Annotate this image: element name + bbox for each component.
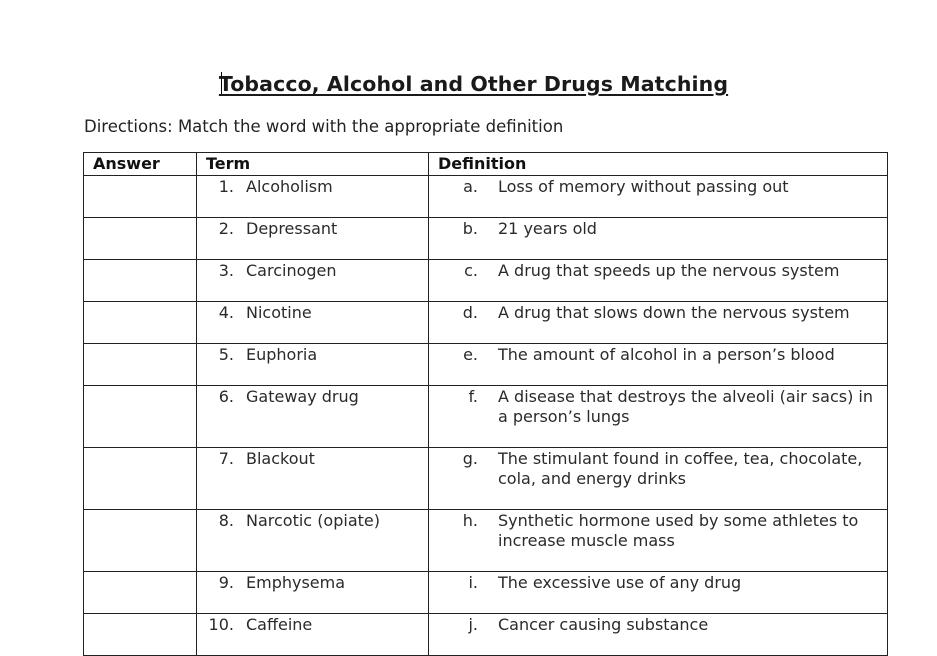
- answer-cell[interactable]: [84, 218, 197, 260]
- definition-text: A disease that destroys the alveoli (air sacs) in a person’s lungs: [498, 387, 873, 426]
- answer-cell[interactable]: [84, 176, 197, 218]
- term-number: 4.: [218, 303, 234, 322]
- term-text: Caffeine: [246, 615, 313, 634]
- definition-cell: [429, 218, 888, 260]
- table-row: [84, 572, 888, 614]
- term-text: Nicotine: [246, 303, 312, 322]
- answer-cell[interactable]: [84, 344, 197, 386]
- answer-cell[interactable]: [84, 260, 197, 302]
- answer-cell[interactable]: [84, 572, 197, 614]
- definition-cell: [429, 344, 888, 386]
- definition-letter: d.: [462, 303, 478, 322]
- term-cell: [197, 260, 429, 302]
- definition-letter: e.: [463, 345, 478, 364]
- term-text: Emphysema: [246, 573, 346, 592]
- definition-letter: i.: [468, 573, 478, 592]
- definition-text: The excessive use of any drug: [498, 573, 742, 592]
- definition-text: A drug that slows down the nervous system: [498, 303, 850, 322]
- term-cell: [197, 448, 429, 510]
- definition-letter: a.: [463, 177, 478, 196]
- directions-text: Directions: Match the word with the appropriate definition: [84, 117, 564, 136]
- definition-cell: [429, 448, 888, 510]
- answer-cell[interactable]: [84, 510, 197, 572]
- matching-table: [83, 152, 888, 656]
- term-number: 7.: [218, 449, 234, 468]
- definition-letter: j.: [468, 615, 478, 634]
- term-text: Gateway drug: [246, 387, 359, 406]
- term-text: Carcinogen: [246, 261, 337, 280]
- page-title: Tobacco, Alcohol and Other Drugs Matching: [218, 72, 729, 96]
- term-cell: [197, 302, 429, 344]
- definition-text: Synthetic hormone used by some athletes to increase muscle mass: [498, 511, 859, 550]
- table-row: [84, 386, 888, 448]
- table-row: [84, 302, 888, 344]
- term-cell: [197, 572, 429, 614]
- answer-cell[interactable]: [84, 302, 197, 344]
- answer-cell[interactable]: [84, 614, 197, 656]
- definition-cell: [429, 510, 888, 572]
- term-number: 10.: [208, 615, 234, 634]
- term-cell: [197, 510, 429, 572]
- definition-letter: f.: [468, 387, 478, 406]
- definition-cell: [429, 260, 888, 302]
- term-number: 2.: [218, 219, 234, 238]
- term-text: Alcoholism: [246, 177, 333, 196]
- term-number: 3.: [218, 261, 234, 280]
- definition-cell: [429, 614, 888, 656]
- table-row: [84, 510, 888, 572]
- table-row: [84, 448, 888, 510]
- term-number: 5.: [218, 345, 234, 364]
- definition-letter: g.: [462, 449, 478, 468]
- term-cell: [197, 386, 429, 448]
- header-term: Term: [197, 153, 429, 176]
- term-text: Euphoria: [246, 345, 318, 364]
- definition-cell: [429, 176, 888, 218]
- definition-text: 21 years old: [498, 219, 597, 238]
- table-row: [84, 176, 888, 218]
- answer-cell[interactable]: [84, 448, 197, 510]
- answer-cell[interactable]: [84, 386, 197, 448]
- definition-text: Cancer causing substance: [498, 615, 709, 634]
- table-row: [84, 344, 888, 386]
- term-number: 6.: [218, 387, 234, 406]
- definition-cell: [429, 386, 888, 448]
- term-cell: [197, 344, 429, 386]
- definition-text: The stimulant found in coffee, tea, chocolate, cola, and energy drinks: [498, 449, 863, 488]
- definition-text: Loss of memory without passing out: [498, 177, 789, 196]
- definition-cell: [429, 302, 888, 344]
- table-row: [84, 614, 888, 656]
- definition-cell: [429, 572, 888, 614]
- definition-text: A drug that speeds up the nervous system: [498, 261, 840, 280]
- term-cell: [197, 614, 429, 656]
- term-cell: [197, 218, 429, 260]
- header-definition: Definition: [429, 153, 888, 176]
- term-number: 8.: [218, 511, 234, 530]
- term-cell: [197, 176, 429, 218]
- definition-text: The amount of alcohol in a person’s blood: [498, 345, 835, 364]
- term-text: Depressant: [246, 219, 338, 238]
- header-answer: Answer: [84, 153, 197, 176]
- definition-letter: c.: [464, 261, 478, 280]
- definition-letter: h.: [462, 511, 478, 530]
- table-row: [84, 260, 888, 302]
- term-text: Blackout: [246, 449, 315, 468]
- table-row: [84, 218, 888, 260]
- definition-letter: b.: [462, 219, 478, 238]
- term-number: 9.: [218, 573, 234, 592]
- table-header-row: [84, 153, 888, 176]
- term-text: Narcotic (opiate): [246, 511, 380, 530]
- term-number: 1.: [218, 177, 234, 196]
